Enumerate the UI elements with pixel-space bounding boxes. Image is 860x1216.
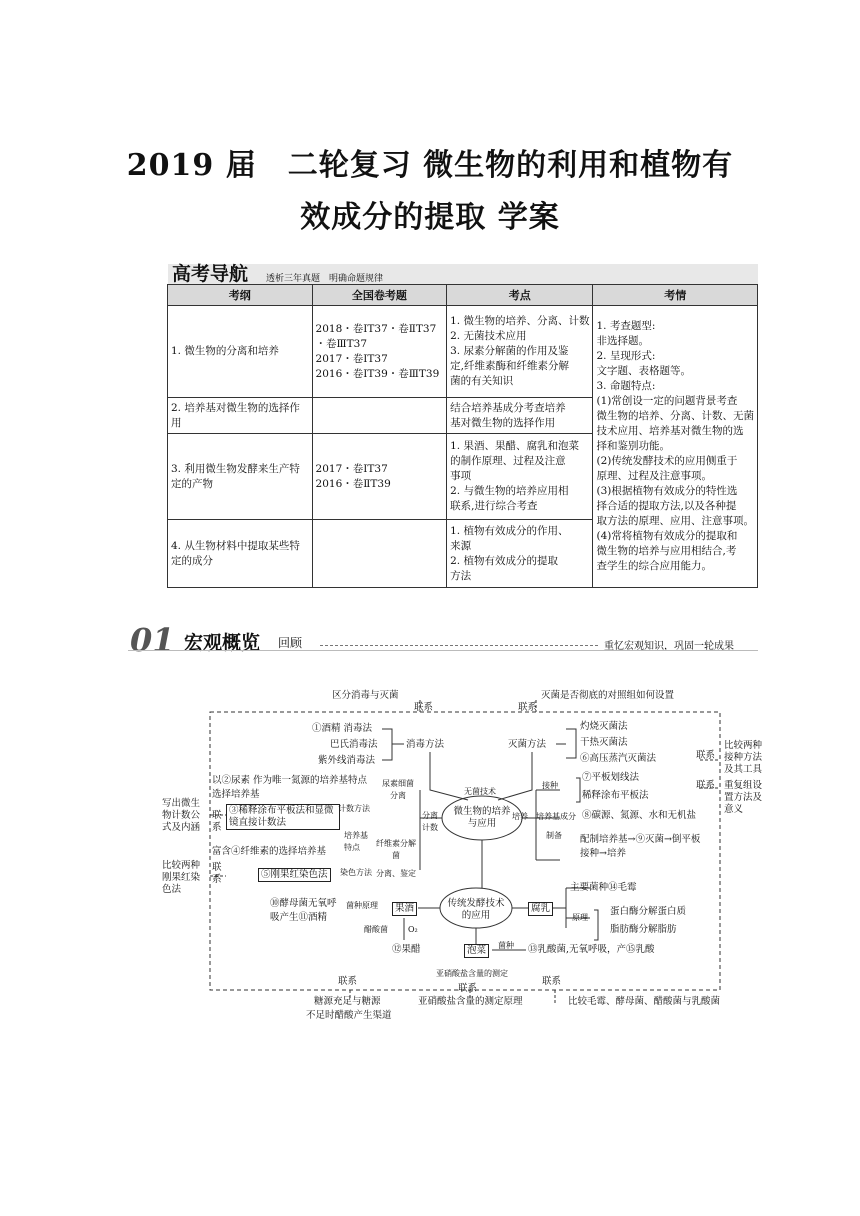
map-nutrients: ⑧碳源、氮源、水和无机盐 xyxy=(582,810,697,821)
point-line: 基对微生物的选择作用 xyxy=(450,416,556,429)
map-urea-line1: 以②尿素 作为唯一氮源的培养基特点 xyxy=(212,775,368,786)
situation-line: 1. 考查题型: xyxy=(596,320,656,332)
map-urea-bacteria: 尿素细菌分离 xyxy=(382,779,414,800)
map-lab: ⑬乳酸菌,无氧呼吸，产⑮乳酸 xyxy=(528,944,655,955)
gaokao-title: 高考导航 xyxy=(172,263,249,285)
map-sep-identify: 分离、鉴定 xyxy=(376,869,416,878)
situation-line: 取方法的原理、应用、注意事项。 xyxy=(596,515,754,527)
map-right-question-2: 重复组设置方法及意义 xyxy=(724,780,763,815)
map-count-method: 计数方法 xyxy=(338,804,370,813)
map-dye: 染色方法 xyxy=(340,868,372,877)
map-left-question-2: 比较两种刚果红染色法 xyxy=(162,860,201,895)
point-line: 2. 无菌技术应用 xyxy=(450,330,527,342)
point-line: 2. 植物有效成分的提取 xyxy=(450,554,558,567)
connector xyxy=(498,752,532,800)
doc-title-line2: 效成分的提取 学案 xyxy=(300,200,560,235)
connector xyxy=(430,752,468,800)
map-culture: 培养 xyxy=(512,812,528,821)
overview-number: 01 xyxy=(130,621,175,659)
map-lipase: 脂肪酶分解脂肪 xyxy=(610,924,677,935)
exam-line: ・卷ⅢT37 xyxy=(315,337,368,350)
map-link-label: 联系 xyxy=(542,976,562,987)
point-line: 1. 果酒、果醋、腐乳和泡菜 xyxy=(450,440,579,452)
point-line: 2. 与微生物的培养应用相 xyxy=(450,485,569,497)
map-streak: ⑦平板划线法 xyxy=(582,772,640,783)
bracket xyxy=(594,910,598,940)
map-top-left-question: 区分消毒与灭菌 xyxy=(332,690,399,701)
situation-line: (2)传统发酵技术的应用侧重于 xyxy=(596,455,738,467)
point-line: 结合培养基成分考查培养 xyxy=(450,401,566,414)
exam-line: 2016・卷ⅡT39 xyxy=(315,477,391,490)
situation-line: 3. 命题特点: xyxy=(596,380,656,392)
map-nitrite: 亚硝酸盐含量的测定 xyxy=(436,969,508,978)
map-medium-feature: 培养基特点 xyxy=(344,831,368,852)
map-count-items: ③稀释涂布平板法和显微镜直接计数法 xyxy=(226,804,340,830)
map-dilution-spread: 稀释涂布平板法 xyxy=(582,790,649,801)
map-pasteur: 巴氏消毒法 xyxy=(330,739,378,750)
map-medium-comp: 培养基成分 xyxy=(536,812,576,821)
map-urea-line2: 选择培养基 xyxy=(212,789,260,800)
map-burn: 灼烧灭菌法 xyxy=(580,721,628,732)
doc-title-line1: 2019 届 二轮复习 微生物的利用和植物有 xyxy=(126,148,734,183)
map-protease: 蛋白酶分解蛋白质 xyxy=(610,906,687,917)
map-sep-count: 分离计数 xyxy=(422,811,438,832)
overview-review-label: 回顾 xyxy=(278,636,303,650)
bracket xyxy=(576,778,580,802)
map-autoclave: ⑥高压蒸汽灭菌法 xyxy=(580,753,657,764)
situation-line: (4)常将植物有效成分的提取和 xyxy=(596,530,738,542)
map-cellulose-decomposer: 纤维素分解菌 xyxy=(376,839,416,860)
map-left-question-1: 写出微生物计数公式及内涵 xyxy=(162,798,201,833)
map-link-label: 联系 xyxy=(338,976,358,987)
map-principle2: 原理 xyxy=(572,913,588,922)
overview-slogan: 重忆宏观知识，巩固一轮成果 xyxy=(604,641,734,652)
point-line: 的制作原理、过程及注意 xyxy=(450,455,566,467)
map-center: 微生物的培养与应用 xyxy=(453,806,511,829)
point-line: 菌的有关知识 xyxy=(450,375,514,387)
point-line: 定,纤维素酶和纤维素分解 xyxy=(450,360,569,372)
situation-line: 微生物的培养与应用相结合,考 xyxy=(596,545,737,557)
exam-line: 2017・卷ⅠT37 xyxy=(315,352,388,365)
map-prepare-steps: 配制培养基→⑨灭菌→倒平板 xyxy=(580,834,701,845)
point-line: 事项 xyxy=(450,470,472,482)
situation-line: 择和鉴别功能。 xyxy=(596,440,670,452)
map-yeast-line1: ⑩酵母菌无氧呼 xyxy=(270,898,337,909)
map-link-label: 联系 xyxy=(518,702,538,713)
situation-line: 微生物的培养、分离、计数、无菌 xyxy=(596,410,754,422)
situation-line: 原理、过程及注意事项。 xyxy=(596,470,712,482)
situation-line: 非选择题。 xyxy=(596,335,649,347)
map-uv: 紫外线消毒法 xyxy=(318,755,376,766)
map-link-label: 联系 xyxy=(458,983,478,994)
map-disinfect: 消毒方法 xyxy=(406,739,445,750)
header-points: 考点 xyxy=(447,285,593,306)
map-congo: ⑤刚果红染色法 xyxy=(258,868,331,882)
map-right-question-1: 比较两种接种方法及其工具 xyxy=(724,740,763,775)
map-bottom-3: 比较毛霉、酵母菌、醋酸菌与乳酸菌 xyxy=(568,996,721,1007)
map-link-label: 联系 xyxy=(414,702,434,713)
map-alcohol: ①酒精 消毒法 xyxy=(312,723,373,734)
map-link-label: 联系 xyxy=(696,780,716,791)
map-yeast-line2: 吸产生⑪酒精 xyxy=(270,912,328,923)
map-sterilize: 灭菌方法 xyxy=(508,739,547,750)
header-kg: 考纲 xyxy=(168,285,313,306)
map-aseptic: 无菌技术 xyxy=(464,787,496,796)
map-species: 菌种 xyxy=(498,941,514,950)
map-bottom-1-line1: 糖源充足与糖源 xyxy=(314,996,381,1007)
map-link-label: 联系 xyxy=(212,810,222,833)
point-line: 1. 植物有效成分的作用、 xyxy=(450,524,569,537)
exam-line: 2018・卷ⅠT37・卷ⅡT37 xyxy=(315,322,437,335)
map-o2: O₂ xyxy=(408,925,418,934)
map-pickle: 泡菜 xyxy=(464,944,489,958)
map-inoculate: 接种 xyxy=(542,781,558,790)
map-main-species: 主要菌种⑭毛霉 xyxy=(570,882,637,893)
point-line: 3. 尿素分解菌的作用及鉴 xyxy=(450,345,569,357)
situation-line: 2. 呈现形式: xyxy=(596,350,656,362)
bracket xyxy=(556,729,576,758)
exam-line: 2017・卷ⅠT37 xyxy=(315,462,388,475)
map-wine: 果酒 xyxy=(392,902,417,916)
point-line: 联系,进行综合考查 xyxy=(450,500,538,512)
overview-title: 宏观概览 xyxy=(184,632,261,654)
map-ferment-center: 传统发酵技术的应用 xyxy=(447,898,505,921)
exam-line: 2016・卷ⅠT39・卷ⅢT39 xyxy=(315,367,440,380)
header-exam: 全国卷考题 xyxy=(312,285,447,306)
map-sufu: 腐乳 xyxy=(528,902,553,916)
map-prepare-steps2: 接种→培养 xyxy=(580,848,626,859)
point-line: 来源 xyxy=(450,539,472,552)
header-situation: 考情 xyxy=(593,285,758,306)
map-link-label: 联系 xyxy=(212,862,222,885)
map-bottom-1-line2: 不足时醋酸产生渠道 xyxy=(306,1010,392,1021)
map-top-right-question: 灭菌是否彻底的对照组如何设置 xyxy=(541,690,675,701)
map-enrich: 富含④纤维素的选择培养基 xyxy=(212,846,327,857)
situation-line: 查学生的综合应用能力。 xyxy=(596,560,712,572)
situation-line: 技术应用、培养基对微生物的选 xyxy=(596,425,744,437)
situation-line: (3)根据植物有效成分的特性选 xyxy=(596,485,738,497)
point-line: 方法 xyxy=(450,569,472,582)
map-link-label: 联系 xyxy=(696,750,716,761)
point-line: 1. 微生物的培养、分离、计数 xyxy=(450,315,590,327)
bracket xyxy=(382,729,404,760)
row4-kg: 4. 从生物材料中提取某些特定的成分 xyxy=(168,520,313,588)
map-dry-heat: 干热灭菌法 xyxy=(580,737,628,748)
row2-kg: 2. 培养基对微生物的选择作用 xyxy=(168,398,313,434)
map-vinegar: ⑫果醋 xyxy=(392,944,421,955)
row1-kg: 1. 微生物的分离和培养 xyxy=(168,306,313,398)
situation-line: 择合适的提取方法,以及各种提 xyxy=(596,500,737,512)
situation-line: (1)常创设一定的问题背景考查 xyxy=(596,395,738,407)
map-acetic: 醋酸菌 xyxy=(364,925,388,934)
map-bottom-2: 亚硝酸盐含量的测定原理 xyxy=(418,996,523,1007)
connector xyxy=(522,790,560,860)
gaokao-subtitle: 透析三年真题 明确命题规律 xyxy=(266,274,384,284)
row3-kg: 3. 利用微生物发酵来生产特定的产物 xyxy=(168,434,313,520)
map-prepare: 制备 xyxy=(546,831,562,840)
map-principle: 菌种原理 xyxy=(346,901,378,910)
situation-line: 文字题、表格题等。 xyxy=(596,365,691,377)
